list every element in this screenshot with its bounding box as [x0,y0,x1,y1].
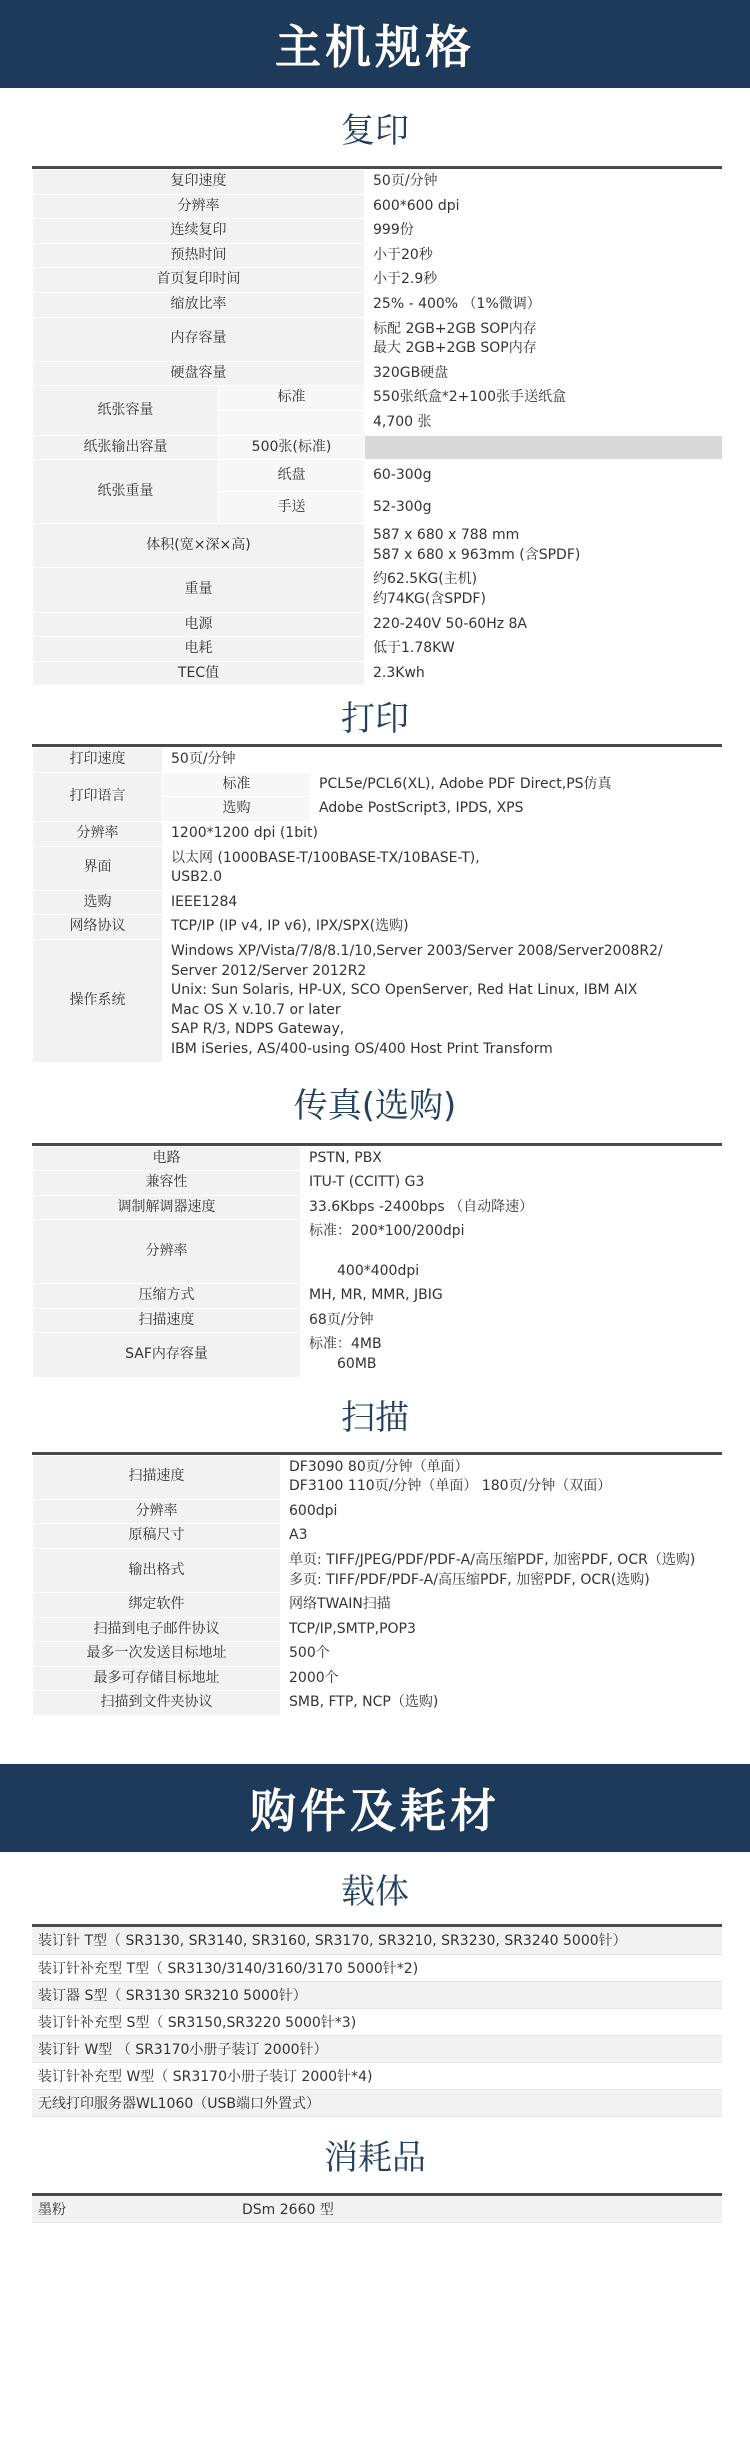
spec-value-line: 标配 2GB+2GB SOP内存 [373,320,537,337]
spec-value-line: PSTN, PBX [309,1149,382,1166]
spec-row [33,890,723,915]
spec-label: 打印速度 [33,748,163,773]
consumable-label: 墨粉 [32,2196,236,2223]
spec-row [33,661,723,686]
spec-value [281,1691,723,1716]
consumables-table [32,2196,722,2224]
spec-value [301,1333,723,1377]
spec-label: TEC值 [33,661,365,686]
spec-label: 打印语言 [33,772,163,821]
spec-value [365,410,723,435]
spec-row [33,1548,723,1592]
spec-label: 扫描到文件夹协议 [33,1691,281,1716]
list-item-text: 装订针 T型（ SR3130, SR3140, SR3160, SR3170, SR3210, SR3230, SR3240 5000针） [32,1927,722,1954]
spec-value [365,460,723,492]
spec-value-line: Windows XP/Vista/7/8/8.1/10,Server 2003/Server 2008/Server2008R2/ [171,943,663,960]
spec-sublabel: 选购 [163,797,311,822]
spec-value-line: 2.3Kwh [373,664,425,681]
spec-value-line: 60MB [309,1355,377,1372]
spec-row [33,1524,723,1549]
list-item [32,1927,722,1954]
spec-value [365,524,723,568]
spec-label: SAF内存容量 [33,1333,301,1377]
spec-value [163,940,723,1063]
spec-row [33,219,723,244]
spec-value-line: TCP/IP (IP v4, IP v6), IPX/SPX(选购) [171,918,409,935]
spec-value-line: 以太网 (1000BASE-T/100BASE-TX/10BASE-T), [171,849,480,866]
consumable-value: DSm 2660 型 [236,2196,722,2223]
spec-value-line: ITU-T (CCITT) G3 [309,1174,425,1191]
list-item [32,2089,722,2116]
spec-value-line: IEEE1284 [171,893,238,910]
spec-value [163,748,723,773]
banner-accessories-text: 购件及耗材 [250,1784,500,1839]
spec-row [33,940,723,1063]
spec-row [33,268,723,293]
spec-value-line: 低于1.78KW [373,640,455,657]
banner-main-spec [0,0,750,88]
spec-label: 绑定软件 [33,1593,281,1618]
spec-value-line [309,1242,714,1262]
spec-row [33,748,723,773]
spec-value-line: 999份 [373,222,414,239]
spec-row [33,772,723,797]
spec-value [365,568,723,612]
spec-row [33,1146,723,1171]
list-item-text: 无线打印服务器WL1060（USB端口外置式） [32,2089,722,2116]
spec-label: 纸张重量 [33,460,219,524]
list-item-text: 装订针补充型 W型（ SR3170小册子装订 2000针*4) [32,2062,722,2089]
spec-value-line: Server 2012/Server 2012R2 [171,962,367,979]
spec-value [365,386,723,411]
spec-row [33,612,723,637]
spec-row [33,1642,723,1667]
spec-label: 电源 [33,612,365,637]
section-title-fax: 传真(选购) [293,1086,457,1127]
spec-value-line: 550张纸盒*2+100张手送纸盒 [373,389,567,406]
spec-label: 操作系统 [33,940,163,1063]
spec-label: 硬盘容量 [33,361,365,386]
spec-label: 复印速度 [33,170,365,195]
spec-value [281,1455,723,1499]
table-row [32,2196,722,2223]
spec-row [33,1691,723,1716]
spec-label: 预热时间 [33,243,365,268]
spec-sublabel: 500张(标准) [219,435,365,460]
section-title-carrier: 载体 [341,1871,409,1912]
spec-label: 最多可存储目标地址 [33,1666,281,1691]
spec-value [281,1593,723,1618]
spec-value-line: A3 [289,1527,308,1544]
spec-value [163,915,723,940]
spec-value-line: DF3100 110页/分钟（单面） 180页/分钟（双面） [289,1478,612,1495]
spec-value [365,243,723,268]
spec-value-line: 600dpi [289,1502,338,1519]
spec-value-line: Unix: Sun Solaris, HP-UX, SCO OpenServer, Red Hat Linux, IBM AIX [171,982,638,999]
carrier-list [32,1927,722,2117]
spec-value-line: 587 x 680 x 788 mm [373,527,520,544]
list-item-text: 装订器 S型（ SR3130 SR3210 5000针） [32,1981,722,2008]
spec-label: 连续复印 [33,219,365,244]
scan-spec-table [32,1455,723,1717]
spec-value-line: 60-300g [373,466,432,483]
spec-sublabel: 标准 [163,772,311,797]
list-item [32,2035,722,2062]
spec-value-line: 约74KG(含SPDF) [373,590,486,607]
spec-value-line: MH, MR, MMR, JBIG [309,1287,443,1304]
spec-value-line: USB2.0 [171,869,223,886]
spec-value-line: 68页/分钟 [309,1311,374,1328]
spec-row [33,915,723,940]
spec-value-line: IBM iSeries, AS/400-using OS/400 Host Print Transform [171,1041,553,1057]
list-item-text: 装订针补充型 S型（ SR3150,SR3220 5000针*3) [32,2008,722,2035]
spec-row [33,637,723,662]
spec-label: 扫描速度 [33,1455,281,1499]
list-item [32,1981,722,2008]
spec-value-line: 约62.5KG(主机) [373,571,478,588]
spec-label: 分辨率 [33,1499,281,1524]
spec-row [33,1220,723,1284]
copy-spec-table [32,169,723,686]
spec-label: 扫描速度 [33,1308,301,1333]
spec-value [365,219,723,244]
spec-label: 电路 [33,1146,301,1171]
spec-sublabel-empty [219,410,365,435]
spec-value-line: Adobe PostScript3, IPDS, XPS [319,800,524,817]
section-title-scan: 扫描 [341,1398,409,1439]
spec-value-line: 1200*1200 dpi (1bit) [171,825,318,842]
spec-row [33,194,723,219]
spec-value-line: 52-300g [373,498,432,515]
spec-value-line: 网络TWAIN扫描 [289,1596,391,1613]
spec-row [33,568,723,612]
spec-value [365,268,723,293]
spec-value-line: 587 x 680 x 963mm (含SPDF) [373,546,581,563]
spec-row [33,292,723,317]
spec-value-line: Mac OS X v.10.7 or later [171,1001,341,1018]
spec-label: 纸张容量 [33,386,219,435]
spec-value-line: 25% - 400% （1%微调） [373,295,541,312]
spec-value [365,637,723,662]
banner-main-spec-text: 主机规格 [275,20,475,74]
spec-value [301,1195,723,1220]
spec-value-line: 600*600 dpi [373,197,460,214]
section-title-print: 打印 [341,698,409,739]
spec-value-line: 多页: TIFF/PDF/PDF-A/高压缩PDF, 加密PDF, OCR(选购) [289,1571,650,1588]
spec-value-line: 50页/分钟 [171,751,236,768]
spec-value [281,1666,723,1691]
spec-sublabel: 手送 [219,492,365,524]
list-item-text: 装订针 W型 （ SR3170小册子装订 2000针） [32,2035,722,2062]
spec-row [33,1593,723,1618]
spec-value-line: 标准：4MB [309,1336,382,1353]
spec-value-line: 小于20秒 [373,246,433,263]
spec-row [33,1617,723,1642]
section-title-copy: 复印 [341,110,409,151]
spec-sublabel: 标准 [219,386,365,411]
list-item [32,1954,722,1981]
spec-value [163,822,723,847]
spec-value [365,292,723,317]
print-spec-table [32,747,723,1062]
spec-label: 最多一次发送目标地址 [33,1642,281,1667]
spec-value [301,1146,723,1171]
spec-value [281,1642,723,1667]
spec-value-empty [365,435,723,460]
spec-value-line: 2000个 [289,1669,339,1686]
spec-value-line: 220-240V 50-60Hz 8A [373,615,528,632]
spec-value-line: TCP/IP,SMTP,POP3 [289,1620,416,1637]
spec-value [281,1524,723,1549]
spec-label: 缩放比率 [33,292,365,317]
spec-row [33,1455,723,1499]
spec-value [163,890,723,915]
spec-value-line: PCL5e/PCL6(XL), Adobe PDF Direct,PS仿真 [319,775,612,792]
spec-row [33,361,723,386]
list-item [32,2008,722,2035]
spec-row [33,170,723,195]
spec-value-line: 320GB硬盘 [373,364,449,381]
spec-label: 调制解调器速度 [33,1195,301,1220]
section-title-consumables: 消耗品 [324,2138,426,2179]
spec-value-line: 50页/分钟 [373,173,438,189]
spec-label: 纸张输出容量 [33,435,219,460]
spec-label: 兼容性 [33,1171,301,1196]
list-item [32,2062,722,2089]
spec-label: 输出格式 [33,1548,281,1592]
spec-row [33,846,723,890]
spec-value [281,1548,723,1592]
spec-value-line: 400*400dpi [309,1262,420,1279]
spec-value [301,1284,723,1309]
spec-value-line: 33.6Kbps -2400bps （自动降速） [309,1198,534,1215]
spec-row [33,386,723,411]
spec-label: 重量 [33,568,365,612]
spec-row [33,435,723,460]
spec-value [365,661,723,686]
fax-spec-table [32,1146,723,1378]
spec-row [33,1284,723,1309]
spec-value-line: 4,700 张 [373,413,432,430]
spec-value-line: SAP R/3, NDPS Gateway, [171,1021,345,1038]
spec-row [33,317,723,361]
spec-label: 首页复印时间 [33,268,365,293]
spec-row [33,1308,723,1333]
spec-row [33,1499,723,1524]
spec-value [365,170,723,195]
spec-value-line: DF3090 80页/分钟（单面） [289,1458,469,1475]
spec-row [33,1666,723,1691]
spec-row [33,1171,723,1196]
spec-label: 压缩方式 [33,1284,301,1309]
spec-sublabel: 纸盘 [219,460,365,492]
spec-value [365,194,723,219]
spec-label: 原稿尺寸 [33,1524,281,1549]
spec-value [281,1617,723,1642]
spec-row [33,822,723,847]
spec-label: 体积(宽×深×高) [33,524,365,568]
spec-label: 内存容量 [33,317,365,361]
banner-accessories [0,1764,750,1852]
spec-value [311,797,723,822]
spec-value [311,772,723,797]
spec-value-line: 小于2.9秒 [373,271,438,288]
spec-value [365,361,723,386]
spec-value-line: 最大 2GB+2GB SOP内存 [373,340,537,357]
spec-label: 网络协议 [33,915,163,940]
spec-value [163,846,723,890]
spec-label: 分辨率 [33,194,365,219]
spec-value [301,1308,723,1333]
spec-value [301,1220,723,1284]
spec-value [281,1499,723,1524]
spec-label: 分辨率 [33,1220,301,1284]
spec-value [365,612,723,637]
spec-value-line: SMB, FTP, NCP（选购) [289,1694,439,1711]
spec-value-line: 单页: TIFF/JPEG/PDF/PDF-A/高压缩PDF, 加密PDF, OCR（选购) [289,1551,696,1568]
spec-label: 扫描到电子邮件协议 [33,1617,281,1642]
spec-row [33,1195,723,1220]
spec-label: 分辨率 [33,822,163,847]
spec-row [33,1333,723,1377]
list-item-text: 装订针补充型 T型（ SR3130/3140/3160/3170 5000针*2) [32,1954,722,1981]
spec-row [33,243,723,268]
spec-label: 选购 [33,890,163,915]
spec-value-line: 标准：200*100/200dpi [309,1223,465,1240]
spec-value [365,492,723,524]
spec-row [33,460,723,492]
spec-label: 界面 [33,846,163,890]
spec-value-line: 500个 [289,1645,330,1662]
spec-label: 电耗 [33,637,365,662]
spec-value [365,317,723,361]
spec-value [301,1171,723,1196]
spec-row [33,524,723,568]
